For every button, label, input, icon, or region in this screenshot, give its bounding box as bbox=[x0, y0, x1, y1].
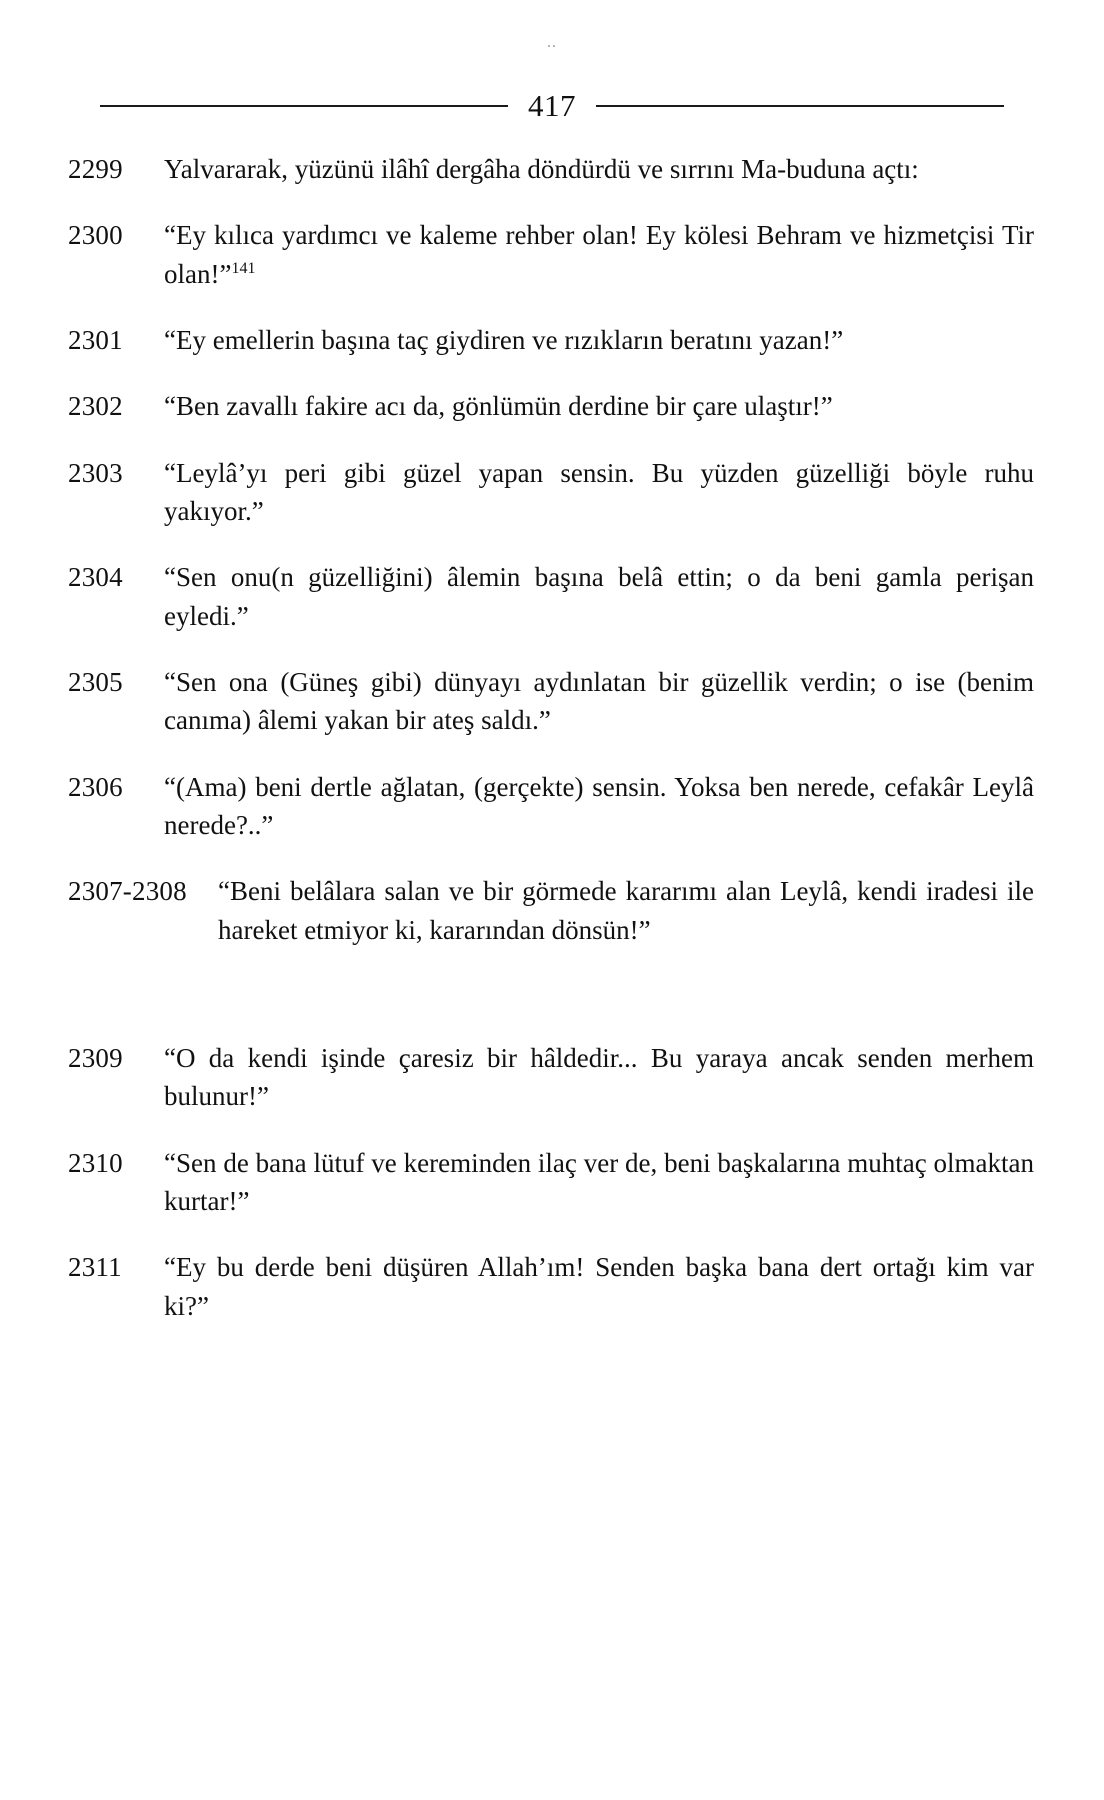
verse-item bbox=[68, 216, 1034, 293]
verse-number: 2301 bbox=[68, 324, 123, 355]
verse-item bbox=[68, 768, 1034, 845]
verse-number: 2310 bbox=[68, 1147, 123, 1178]
verse-item bbox=[68, 1144, 1034, 1221]
verse-item bbox=[68, 150, 1034, 188]
verse-item bbox=[68, 558, 1034, 635]
footnote-marker: 141 bbox=[231, 259, 256, 277]
page-number: 417 bbox=[528, 88, 576, 123]
verse-text: “Ben zavallı fakire acı da, gönlümün derdine bir çare ulaştır!” bbox=[164, 391, 833, 422]
verse-text: “Sen de bana lütuf ve kereminden ilaç ver de, beni başkalarına muhtaç olmaktan kurtar!” bbox=[164, 1147, 1034, 1216]
verse-number: 2309 bbox=[68, 1042, 123, 1073]
verse-number: 2300 bbox=[68, 220, 123, 251]
verse-text: “O da kendi işinde çaresiz bir hâldedir... Bu yaraya ancak senden merhem bulunur!” bbox=[164, 1042, 1034, 1112]
verse-text: “Leylâ’yı peri gibi güzel yapan sensin. Bu yüzden güzelliği böyle ruhu yakıyor.” bbox=[164, 457, 1034, 526]
verse-item bbox=[68, 1248, 1034, 1325]
verse-number: 2305 bbox=[68, 666, 123, 697]
verse-number: 2311 bbox=[68, 1252, 122, 1283]
verse-text: Yalvararak, yüzünü ilâhî dergâha döndürdü ve sırrını Ma-buduna açtı: bbox=[164, 154, 919, 184]
verse-number: 2302 bbox=[68, 391, 123, 422]
verse-item bbox=[68, 1039, 1034, 1116]
verse-number: 2299 bbox=[68, 154, 123, 184]
verse-text: “Sen onu(n güzelliğini) âlemin başına belâ ettin; o da beni gamla perişan eyledi.” bbox=[164, 562, 1034, 631]
verse-item bbox=[68, 454, 1034, 531]
verse-text: “Beni belâlara salan ve bir görmede kararımı alan Leylâ, kendi iradesi ile hareket etmiyor ki, kararından dönsün!” bbox=[218, 876, 1034, 945]
verse-item bbox=[68, 321, 1034, 359]
verse-text: “Sen ona (Güneş gibi) dünyayı aydınlatan bir güzellik verdin; o ise (benim canıma) âlemi yakan bir ateş saldı.” bbox=[164, 666, 1034, 736]
header-rule-left bbox=[100, 105, 508, 107]
verse-number: 2306 bbox=[68, 771, 123, 802]
verse-text: “Ey emellerin başına taç giydiren ve rızıkların beratını yazan!” bbox=[164, 324, 844, 355]
verse-number: 2304 bbox=[68, 562, 123, 593]
verse-number: 2303 bbox=[68, 457, 123, 488]
page-top-mark: .. bbox=[547, 34, 557, 51]
verse-text: “(Ama) beni dertle ağlatan, (gerçekte) sensin. Yoksa ben nerede, cefakâr Leylâ nerede?..” bbox=[164, 771, 1034, 840]
verse-item bbox=[68, 872, 1034, 949]
verse-text bbox=[164, 216, 1034, 293]
verse-number: 2307-2308 bbox=[68, 876, 187, 907]
section-gap bbox=[68, 977, 1034, 1039]
page-header bbox=[100, 86, 1004, 126]
verse-item bbox=[68, 663, 1034, 740]
verse-text: “Ey bu derde beni düşüren Allah’ım! Senden başka bana dert ortağı kim var ki?” bbox=[164, 1252, 1034, 1321]
verse-list bbox=[68, 150, 1034, 1353]
header-rule-right bbox=[596, 105, 1004, 107]
verse-item bbox=[68, 387, 1034, 425]
verse-text-body: “Ey kılıca yardımcı ve kaleme rehber olan! Ey kölesi Behram ve hizmetçisi Tir olan!” bbox=[164, 220, 1034, 289]
